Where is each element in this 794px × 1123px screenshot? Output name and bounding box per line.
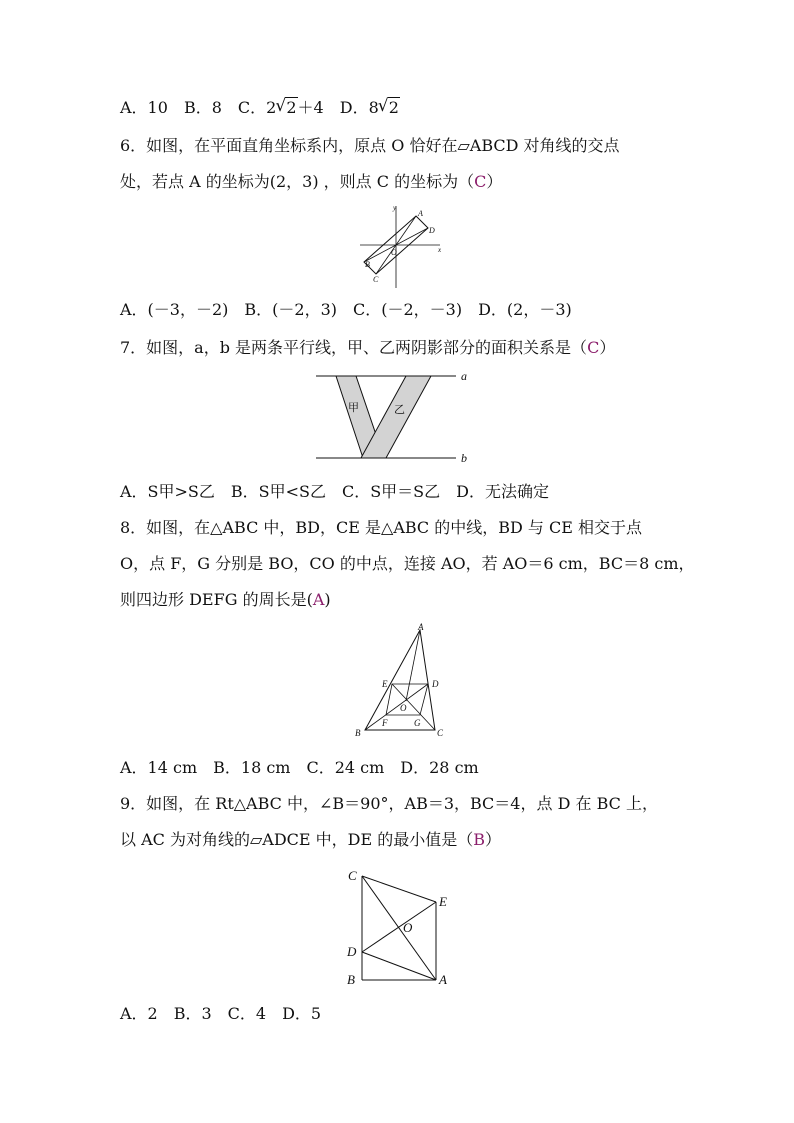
q9-label-B: B (347, 972, 355, 987)
q8-label-B: B (355, 728, 361, 738)
q7-answer: C (587, 338, 600, 357)
q9-stem-line1: 9．如图，在 Rt△ABC 中，∠B＝90°，AB＝3，BC＝4，点 D 在 BC 上， (120, 794, 658, 813)
q8-label-F: F (382, 718, 388, 728)
q6-label-B: B (365, 260, 370, 269)
q8-label-E: E (382, 679, 388, 689)
q9-label-C: C (348, 868, 357, 883)
q6-label-O: O (391, 248, 397, 257)
q7-figure (316, 366, 476, 468)
q7-label-jia: 甲 (348, 401, 359, 414)
q8-label-A: A (418, 622, 424, 632)
q6-label-C: C (373, 275, 379, 284)
q6-label-A: A (418, 209, 423, 218)
q9-figure (342, 862, 454, 988)
q7-label-a: a (461, 369, 467, 383)
q9-label-D: D (347, 944, 357, 959)
q8-label-O: O (400, 703, 407, 713)
q6-answer: C (474, 172, 487, 191)
q6-options: A．(－3，－2) B．(－2，3) C．(－2，－3) D．(2，－3) (120, 300, 572, 319)
q9-stem-line2: 以 AC 为对角线的▱ADCE 中，DE 的最小值是（B） (120, 830, 502, 849)
sqrt-symbol: √ 2 (276, 98, 297, 118)
q7-label-b: b (461, 451, 467, 465)
q8-options: A．14 cm B．18 cm C．24 cm D．28 cm (120, 758, 479, 777)
q6-stem-line2: 处，若点 A 的坐标为(2，3) ，则点 C 的坐标为（C） (120, 172, 503, 191)
q6-label-D: D (429, 226, 435, 235)
q7-stem: 7．如图，a，b 是两条平行线，甲、乙两阴影部分的面积关系是（C） (120, 338, 616, 357)
sqrt-symbol: √ 2 (379, 98, 400, 118)
q6-figure (358, 200, 448, 290)
q8-answer: A (312, 590, 325, 609)
q8-stem-line2: O，点 F，G 分别是 BO，CO 的中点，连接 AO，若 AO＝6 cm，BC＝8 cm， (120, 554, 695, 573)
q9-label-A: A (439, 972, 447, 987)
q9-label-O: O (403, 920, 413, 935)
q9-options: A．2 B．3 C．4 D．5 (120, 1004, 322, 1023)
q7-label-yi: 乙 (394, 403, 405, 416)
q8-label-C: C (437, 728, 444, 738)
q5-options: A．10 B．8 C．2√ 2＋4 D．8√ 2 (120, 98, 400, 118)
q8-stem-line1: 8．如图，在△ABC 中，BD，CE 是△ABC 的中线，BD 与 CE 相交于点 (120, 518, 643, 537)
q8-label-G: G (414, 718, 421, 728)
q6-stem-line1: 6．如图，在平面直角坐标系内，原点 O 恰好在▱ABCD 对角线的交点 (120, 136, 620, 155)
q9-answer: B (473, 830, 486, 849)
q6-label-x: x (438, 246, 442, 254)
q8-label-D: D (432, 679, 439, 689)
q6-label-y: y (393, 204, 397, 212)
q8-figure (350, 622, 450, 740)
q9-label-E: E (439, 894, 447, 909)
q7-options: A．S甲>S乙 B．S甲<S乙 C．S甲＝S乙 D．无法确定 (120, 482, 549, 501)
q8-stem-line3: 则四边形 DEFG 的周长是(A) (120, 590, 331, 609)
